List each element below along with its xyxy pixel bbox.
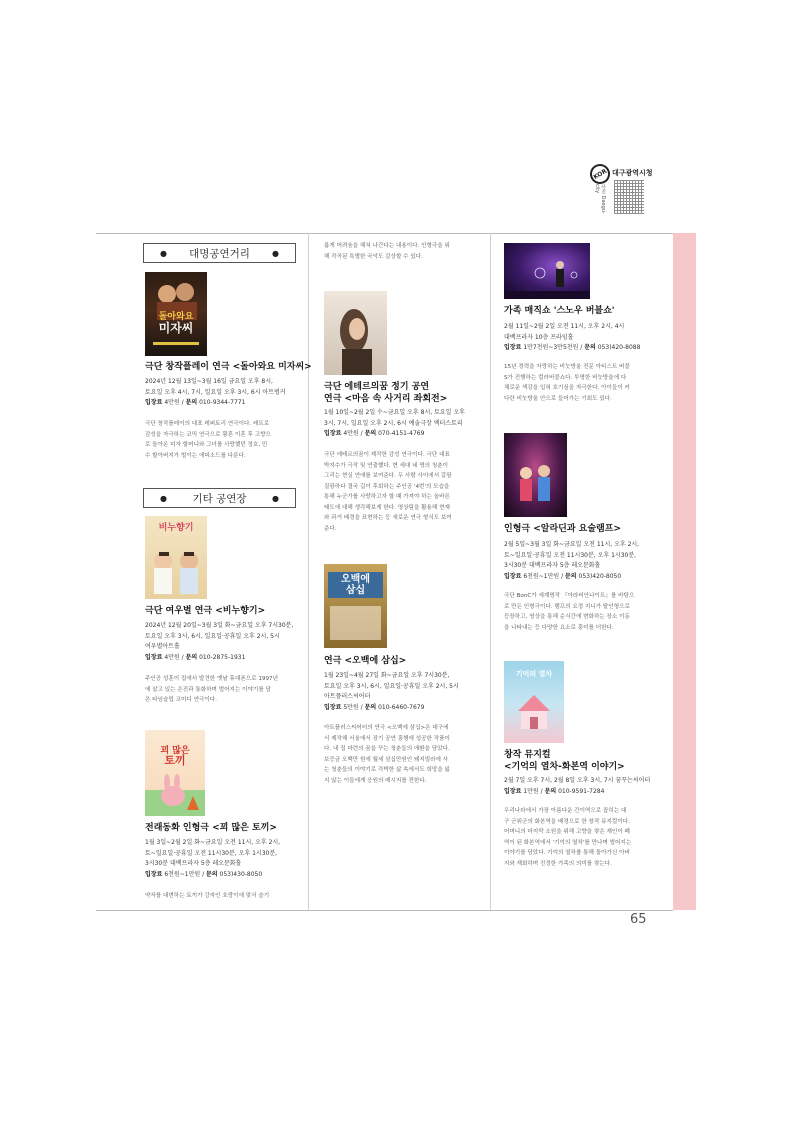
bottom-rule <box>96 910 673 911</box>
page-number: 65 <box>630 912 647 927</box>
event-meta: 2월 11일~2월 2일 오전 11시, 오후 2시, 4시 대백프라자 10층 프라임홀 입장료 1만7천원~3만5천원 / 문의 053)420-8088 <box>504 323 641 351</box>
event-description: 극단 BonC가 세계명작 『아라비안나이트』를 바탕으 로 만든 인형극이다. 램프의 요정 지니가 탈인형으로 등장하고, 영상을 통해 순식간에 변화하는 장소 이동 을 나타내는 등 다양한 요소로 흥미를 더한다. <box>504 593 635 631</box>
event-description: 주인공 성훈이 집에서 발견한 옛날 휴대폰으로 1997년 에 살고 있는 은진과 통화하며 벌어지는 이야기를 담 은 타임슬립 코미디 연극이다. <box>145 676 278 703</box>
photo-art <box>504 433 567 517</box>
poster-title-line: 꾀 많은 <box>160 746 190 756</box>
event-description: 약자를 대변하는 토끼가 강자인 호랑이에 맞서 슬기 <box>145 893 270 899</box>
column-divider <box>308 233 309 910</box>
poster-heart-crossroads[interactable] <box>324 291 387 375</box>
poster-art <box>145 730 205 816</box>
event-title: 인형극 <알라딘과 요술램프> <box>504 524 621 534</box>
section-header-daemyeong: ● 대명공연거리 ● <box>143 243 296 263</box>
badge-vertical-text: 사진 Daegu-city <box>594 184 606 214</box>
event-meta: 1월 10일~2월 2일 수~금요일 오후 8시, 토요일 오후 3시, 7시, 일요일 오후 2시, 6시 예술극장 엑터스토리 입장료 4만원 / 문의 070-4151-4769 <box>324 409 465 437</box>
event-description-continued: 롭게 어려움을 헤쳐 나간다는 내용이다. 인형극을 위 해 작곡된 특별한 국악도 감상할 수 있다. <box>324 243 450 260</box>
event-meta: 2월 5일~3월 3일 화~금요일 오전 11시, 오후 2시, 토~일요일·공휴일 오전 11시30분, 오후 1시30분, 3시30분 대백프라자 5층 레오문화홀 입장료 6천원~1만원 / 문의 053)420-8050 <box>504 541 640 580</box>
poster-title-line: 토끼 <box>164 754 186 767</box>
poster-title-line: 미자씨 <box>158 321 194 335</box>
poster-memory-train[interactable] <box>504 661 564 743</box>
event-description: 극단 창작플레이의 대표 레퍼토리 연극이다. 레트로 감성을 자극하는 코믹 연극으로 황혼 이혼 후 고향으 로 돌아온 미자 할머니와 그녀를 사랑했던 정호, 민 수 할아버지가 벌이는 에피소드를 다룬다. <box>145 421 271 459</box>
event-meta: 2024년 12월 20일~3월 3일 화~금요일 오후 7시30분, 토요일 오후 3시, 6시, 일요일·공휴일 오후 2시, 5시 여우별아트홀 입장료 4만원 / 문의 010-2875-1931 <box>145 622 294 661</box>
poster-art <box>145 516 207 599</box>
event-meta: 2월 7일 오후 7시, 2월 8일 오후 3시, 7시 꿈꾸는씨어터 입장료 1만원 / 문의 010-9591-7284 <box>504 777 651 795</box>
event-title: 극단 여우별 연극 <비누향기> <box>145 606 266 616</box>
event-title: 전래동화 인형극 <꾀 많은 토끼> <box>145 823 277 833</box>
event-title: 극단 창작플레이 연극 <돌아와요 미자씨> <box>145 362 312 372</box>
poster-clever-rabbit[interactable] <box>145 730 205 816</box>
poster-art <box>324 564 387 648</box>
event-title: 창작 뮤지컬 <기억의 열차-화본역 이야기> <box>504 750 625 772</box>
city-badge <box>586 162 666 214</box>
event-description: 우리나라에서 가장 아름다운 간이역으로 꼽히는 대 구 군위군의 화본역을 배경으로 한 창작 뮤지컬이다. 어머니의 마지막 소원을 위해 고향을 찾은 재인이 폐 역이 된 화본역에서 '기억의 열차'를 만나며 벌어지는 이야기를 담았다. 기억의 열차를 통해 돌아가신 아버 지와 재회하며 진정한 가족의 의미를 찾는다. <box>504 808 632 867</box>
section-header-other-venues: ● 기타 공연장 ● <box>143 488 296 508</box>
city-logo: KOR <box>586 160 613 187</box>
event-description: 15년 경력을 자랑하는 비눗방울 전문 아티스트 버블 S가 진행하는 컬러버블쇼다. 투명한 비눗방울에 다 채로운 색감을 입혀 호기심을 자극한다. 아이들이 커 다란 비눗방울 안으로 들어가는 기회도 있다. <box>504 364 630 402</box>
top-rule <box>96 233 673 234</box>
poster-title-line: 삼십 <box>345 585 366 596</box>
section-title: 기타 공연장 <box>192 492 247 505</box>
event-description: 아트플러스씨어터의 연극 <오백에 삼십>은 대구에 서 제작해 서울에서 장기 공연 흥행에 성공한 작품이 다. 내 집 마련의 꿈을 꾸는 청춘들의 애환을 담았다. 보증금 오백만 원에 월세 삼십만원인 돼지빌라에 사 는 청춘들의 이야기로 각박한 삶 속에서도 희망을 잃 지 않는 이들에게 응원의 메시지를 전한다. <box>324 725 450 784</box>
event-title: 연극 <오백에 삼십> <box>324 656 407 666</box>
section-title: 대명공연거리 <box>189 247 250 260</box>
poster-title: 비누향기 <box>158 523 194 533</box>
poster-come-back-mija[interactable] <box>145 272 207 356</box>
poster-500-30[interactable] <box>324 564 387 648</box>
qr-code-icon[interactable] <box>614 180 644 214</box>
event-meta: 1월 3일~2월 2일 화~금요일 오전 11시, 오후 2시, 토~일요일·공휴일 오전 11시30분, 오후 1시30분, 3시30분 대백프라자 5층 레오문화홀 입장료 6천원~1만원 / 문의 053)430-8050 <box>145 839 281 878</box>
poster-art <box>504 661 564 743</box>
poster-title-line: 오백에 <box>341 574 370 585</box>
event-description: 극단 에테르의꿈이 제작한 감성 연극이다. 극단 대표 박지수가 극작 및 연출했다. 현 세대 네 명의 청춘이 그리는 현실 연애를 보여준다. 두 사람 사이에서 갈팡 질팡하다 결국 길이 후회하는 주인공 '4번'의 모습을 통해 누군가를 사랑하고자 할 때 가져야 하는 올바른 태도에 대해 생각해보게 한다. 영상팀을 활용해 현재 와 과거 배경을 표현하는 등 새로운 연극 형식도 보여 준다. <box>324 452 452 532</box>
poster-title-line: 돌아와요 <box>158 312 194 322</box>
photo-snow-bubble-show[interactable] <box>504 243 590 299</box>
poster-title: 기억의 열차 <box>515 670 553 678</box>
side-tab <box>673 233 696 910</box>
event-meta: 2024년 12월 13일~3월 16일 금요일 오후 8시, 토요일 오후 4시, 7시, 일요일 오후 3시, 6시 아트벙커 입장료 4만원 / 문의 010-9344-7771 <box>145 378 286 406</box>
event-meta: 1월 23일~4월 27일 화~금요일 오후 7시30분, 토요일 오후 3시, 6시, 일요일·공휴일 오후 2시, 5시 아트플러스씨어터 입장료 5만원 / 문의 010-6460-7679 <box>324 672 459 711</box>
photo-art <box>504 243 590 299</box>
event-title: 극단 에테르의꿈 정기 공연 연극 <마음 속 사거리 좌회전> <box>324 382 448 404</box>
photo-aladdin[interactable] <box>504 433 567 517</box>
event-title: 가족 매직쇼 '스노우 버블쇼' <box>504 306 615 316</box>
poster-art <box>324 291 387 375</box>
column-divider <box>490 233 491 910</box>
poster-soap-scent[interactable] <box>145 516 207 599</box>
org-name: 대구광역시청 <box>612 169 653 177</box>
